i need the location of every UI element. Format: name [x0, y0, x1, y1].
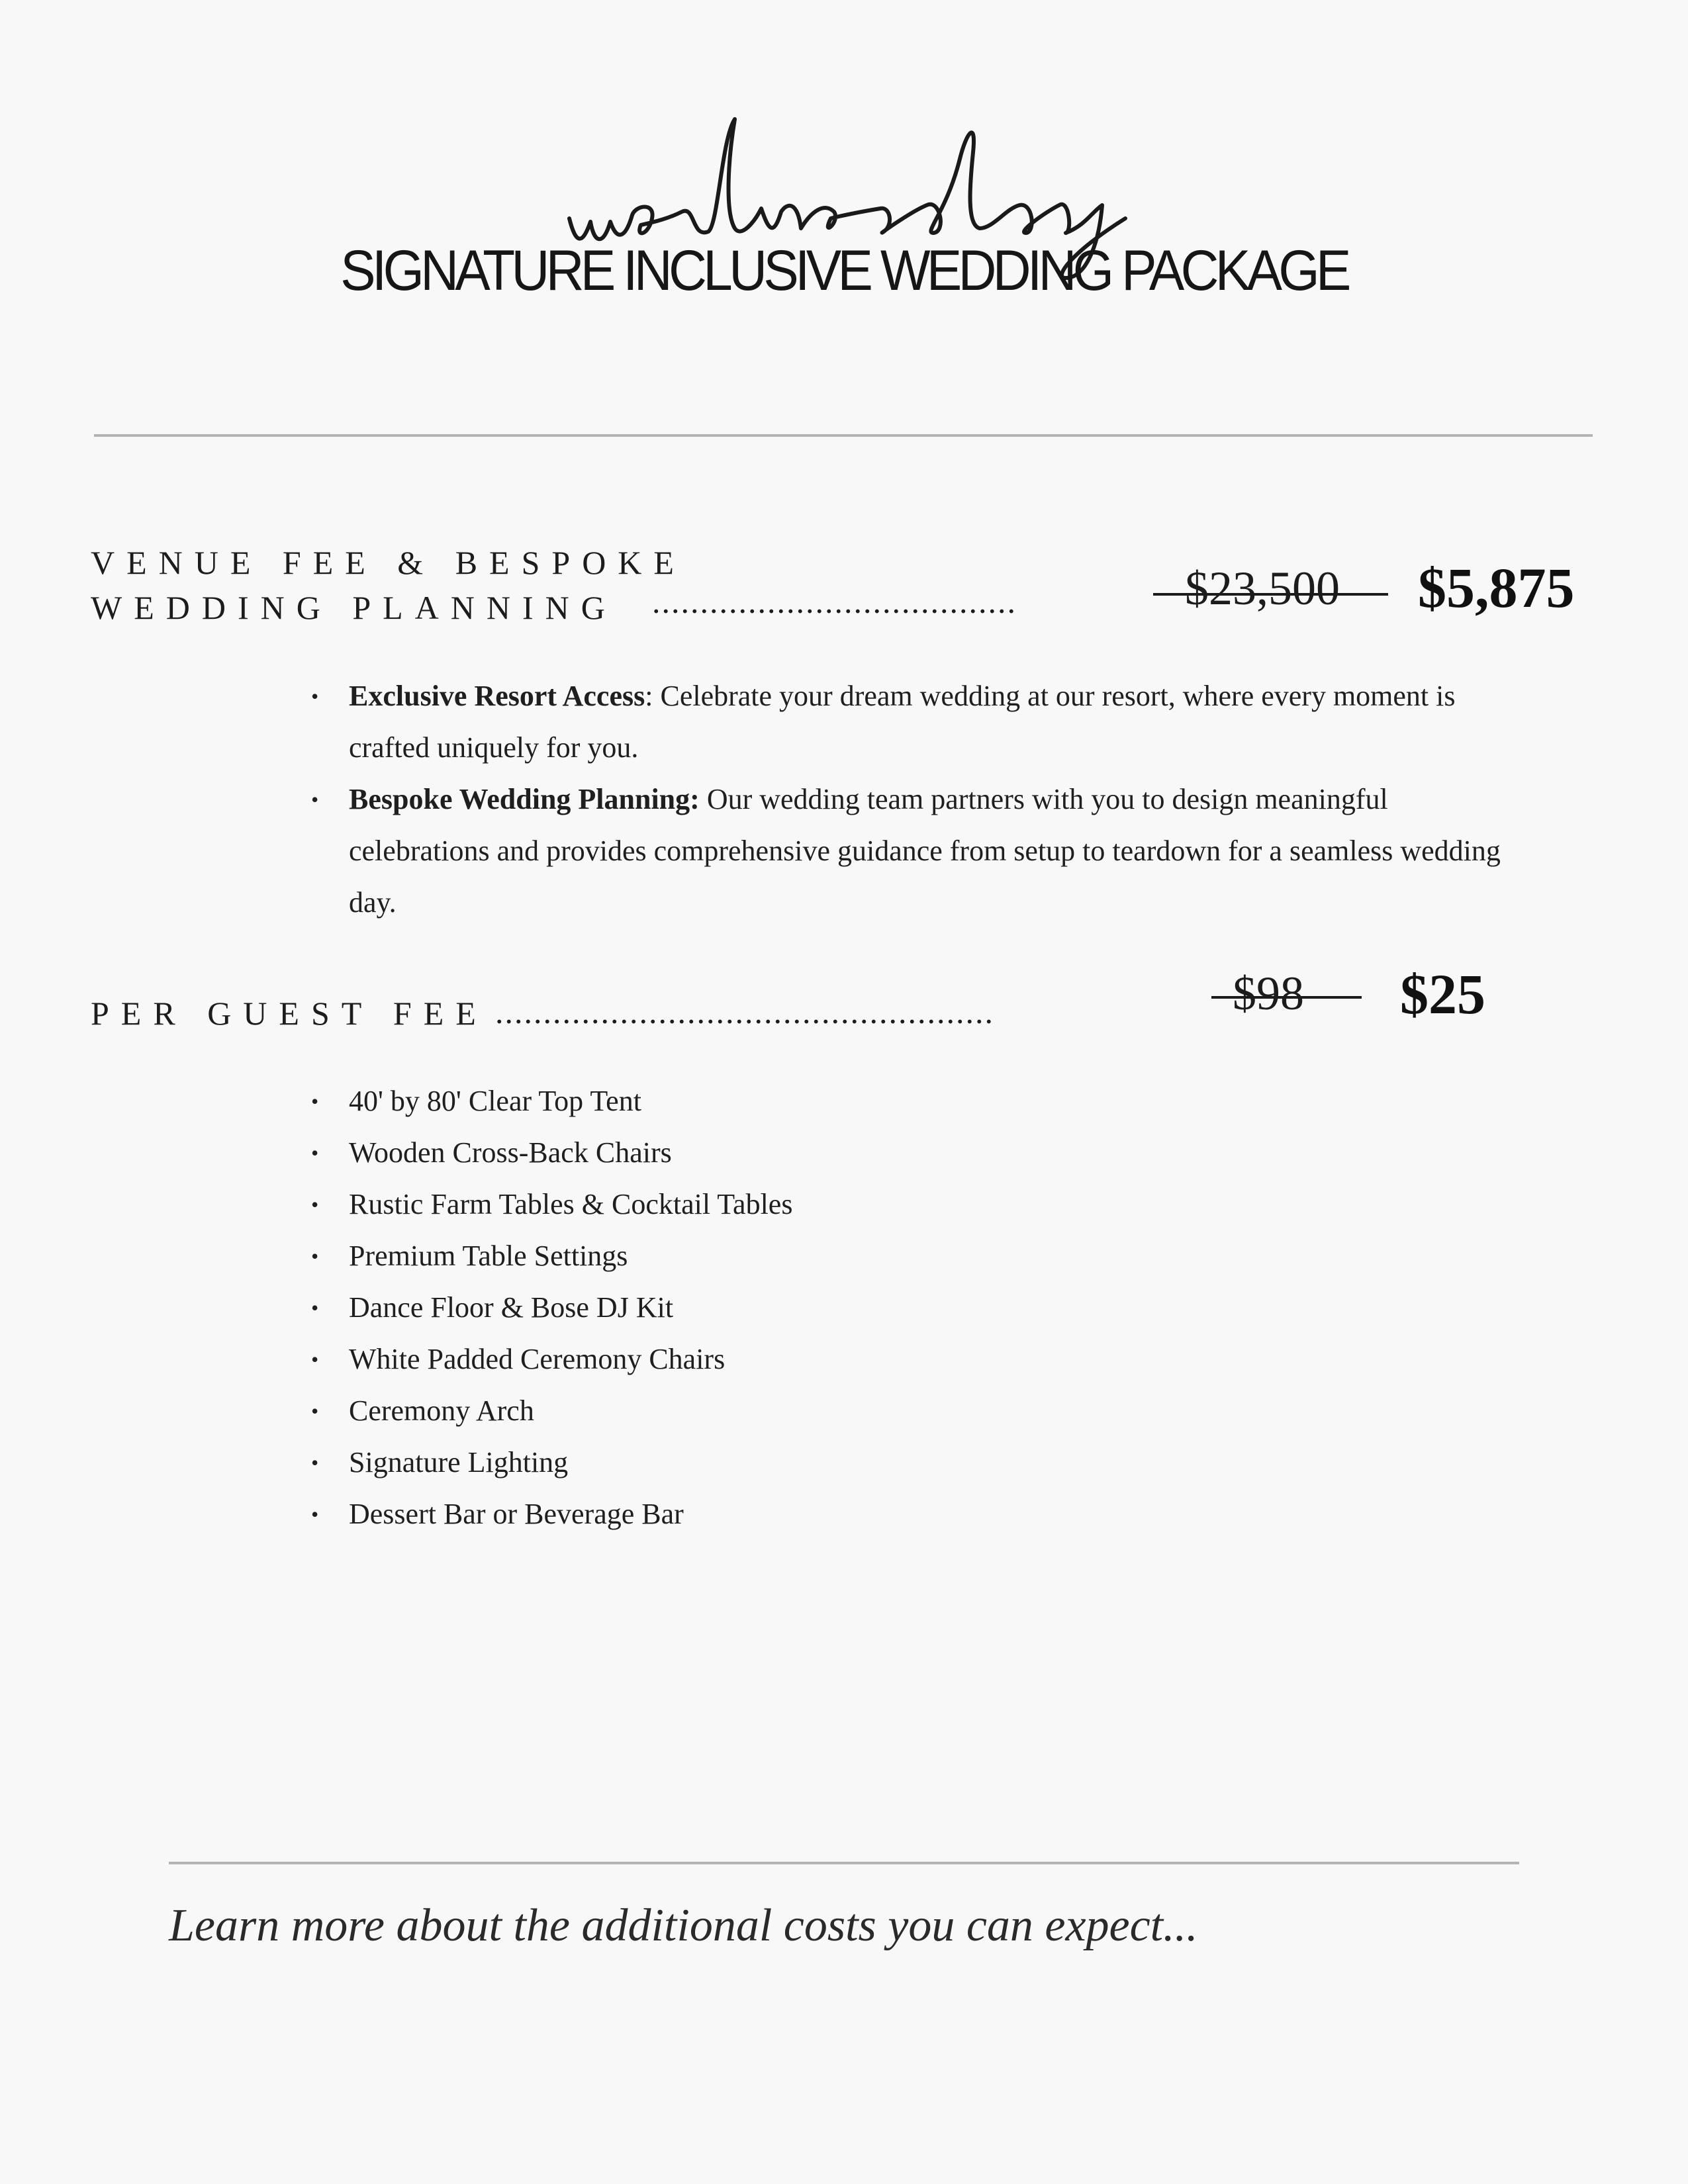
guest-fee-label: PER GUEST FEE [91, 995, 488, 1032]
list-item [311, 774, 1516, 929]
list-item: • 40' by 80' Clear Top Tent [311, 1075, 1238, 1127]
list-item: • Rustic Farm Tables & Cocktail Tables [311, 1179, 1238, 1230]
venue-fee-strikethrough [1153, 593, 1388, 596]
guest-fee-strikethrough [1211, 996, 1362, 999]
list-item-title: Exclusive Resort Access [349, 680, 645, 712]
list-item: • Signature Lighting [311, 1437, 1238, 1488]
top-divider [94, 434, 1593, 437]
list-item: • Dance Floor & Bose DJ Kit [311, 1282, 1238, 1334]
list-item-text: Our wedding team partners with you to design meaningful celebrations and provides comprehensive guidance from setup to teardown for a seamless wedding day. [349, 783, 1501, 919]
venue-fee-original-price: $23,500 [1185, 562, 1340, 615]
list-item-text: Celebrate your dream wedding at our resort, where every moment is crafted uniquely for you. [349, 680, 1456, 764]
additional-costs-note: Learn more about the additional costs you can expect... [169, 1900, 1198, 1951]
list-item: • White Padded Ceremony Chairs [311, 1334, 1238, 1385]
list-item-title: Bespoke Wedding Planning: [349, 783, 700, 815]
venue-fee-description-list [311, 670, 1516, 929]
list-item: • Ceremony Arch [311, 1385, 1238, 1437]
list-item [311, 670, 1516, 774]
list-item: • Premium Table Settings [311, 1230, 1238, 1282]
venue-fee-label-line1: VENUE FEE & BESPOKE [91, 544, 686, 581]
list-item: • Wooden Cross-Back Chairs [311, 1127, 1238, 1179]
guest-fee-original-price: $98 [1233, 967, 1304, 1020]
guest-fee-discounted-price: $25 [1400, 962, 1485, 1026]
guest-fee-leader-dots: .................................................... [495, 993, 994, 1030]
list-item-separator: : [645, 680, 661, 712]
venue-fee-leader-dots: ...................................... [652, 583, 1017, 620]
list-item: • Dessert Bar or Beverage Bar [311, 1488, 1238, 1540]
venue-fee-label-line2: WEDDING PLANNING [91, 589, 617, 626]
venue-fee-discounted-price: $5,875 [1418, 556, 1575, 619]
list-item-separator [700, 783, 707, 815]
venue-fee-label [91, 540, 686, 630]
guest-fee-inclusions-list [311, 1075, 1238, 1540]
package-title: SIGNATURE INCLUSIVE WEDDING PACKAGE [340, 239, 1348, 302]
bottom-divider [169, 1862, 1519, 1864]
